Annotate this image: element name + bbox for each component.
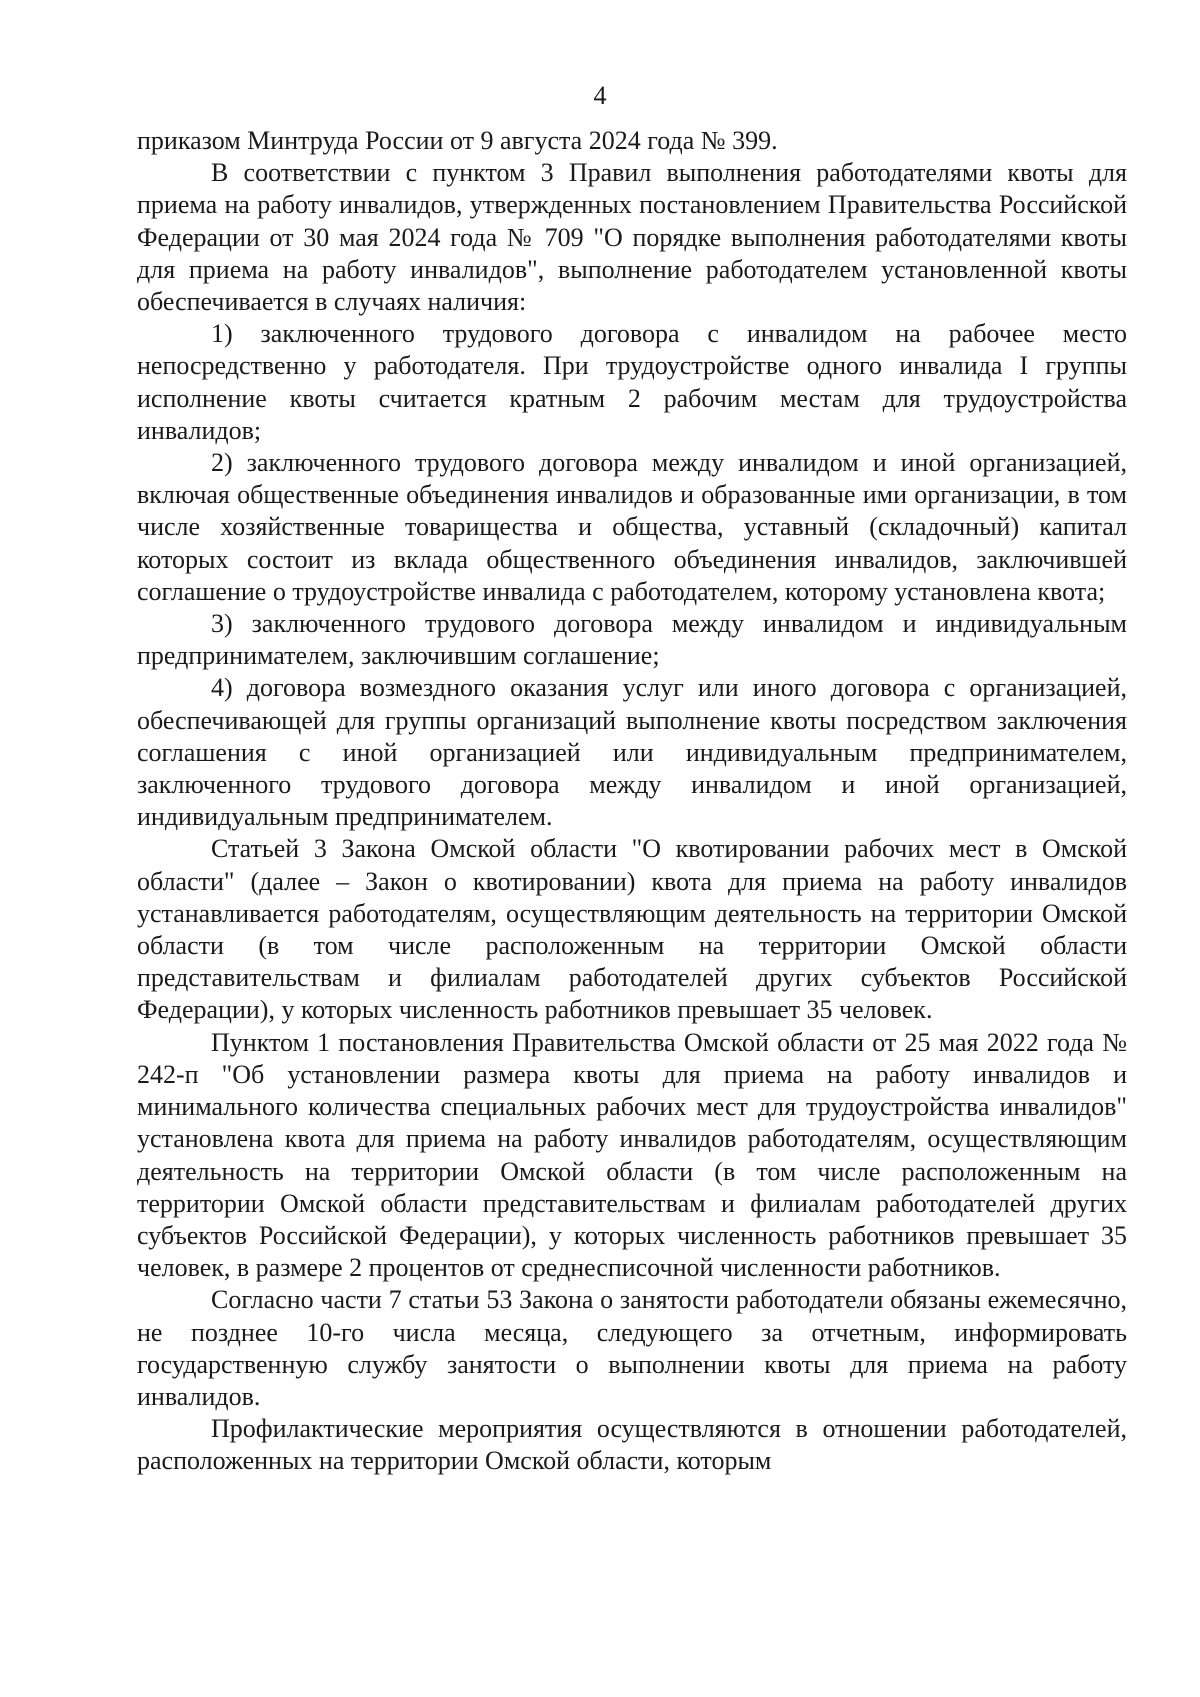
- page-number: 4: [593, 81, 607, 110]
- paragraph-order-reference: приказом Минтруда России от 9 августа 2024 года № 399.: [137, 126, 778, 155]
- document-body: [137, 125, 1127, 1478]
- list-item-4: 4) договора возмездного оказания услуг или иного договора с организацией, обеспечивающей для группы организаций выполнение квоты посредством заключения соглашения с иной организацией или индивидуальным предпринимателем, заключенного трудового договора между инвалидом и иной организацией, индивидуальным предпринимателем.: [137, 673, 1127, 832]
- list-item-2: 2) заключенного трудового договора между инвалидом и иной организацией, включая общественные объединения инвалидов и образованные ими организации, в том числе хозяйственные товарищества и общества, уставный (складочный) капитал которых состоит из вклада общественного объединения инвалидов, заключившей соглашение о трудоустройстве инвалида с работодателем, которому установлена квота;: [137, 448, 1127, 606]
- paragraph-preventive-measures: Профилактические мероприятия осуществляются в отношении работодателей, расположенных на территории Омской области, которым: [137, 1414, 1127, 1476]
- paragraph-government-resolution: Пунктом 1 постановления Правительства Омской области от 25 мая 2022 года № 242-п "Об установлении размера квоты для приема на работу инвалидов и минимального количества специальных рабочих мест для трудоустройства инвалидов" установлена квота для приема на работу инвалидов работодателям, осуществляющим деятельность на территории Омской области (в том числе расположенным на территории Омской области представительствам и филиалам работодателей других субъектов Российской Федерации), у которых численность работников превышает 35 человек, в размере 2 процентов от среднесписочной численности работников.: [137, 1027, 1127, 1283]
- paragraph-quota-rules: В соответствии с пунктом 3 Правил выполнения работодателями квоты для приема на работу инвалидов, утвержденных постановлением Правительства Российской Федерации от 30 мая 2024 года № 709 "О порядке выполнения работодателями квоты для приема на работу инвалидов", выполнение работодателем установленной квоты обеспечивается в случаях наличия:: [137, 158, 1127, 317]
- paragraph-omsk-law: Статьей 3 Закона Омской области "О квотировании рабочих мест в Омской области" (далее – Закон о квотировании) квота для приема на работу инвалидов устанавливается работодателям, осуществляющим деятельность на территории Омской области (в том числе расположенным на территории Омской области представительствам и филиалам работодателей других субъектов Российской Федерации), у которых численность работников превышает 35 человек.: [137, 834, 1127, 1025]
- paragraph-reporting-duty: Согласно части 7 статьи 53 Закона о занятости работодатели обязаны ежемесячно, не позднее 10-го числа месяца, следующего за отчетным, информировать государственную службу занятости о выполнении квоты для приема на работу инвалидов.: [137, 1285, 1127, 1411]
- list-item-3: 3) заключенного трудового договора между инвалидом и индивидуальным предпринимателем, заключившим соглашение;: [137, 609, 1127, 671]
- list-item-1: 1) заключенного трудового договора с инвалидом на рабочее место непосредственно у работодателя. При трудоустройстве одного инвалида I группы исполнение квоты считается кратным 2 рабочим местам для трудоустройства инвалидов;: [137, 319, 1127, 445]
